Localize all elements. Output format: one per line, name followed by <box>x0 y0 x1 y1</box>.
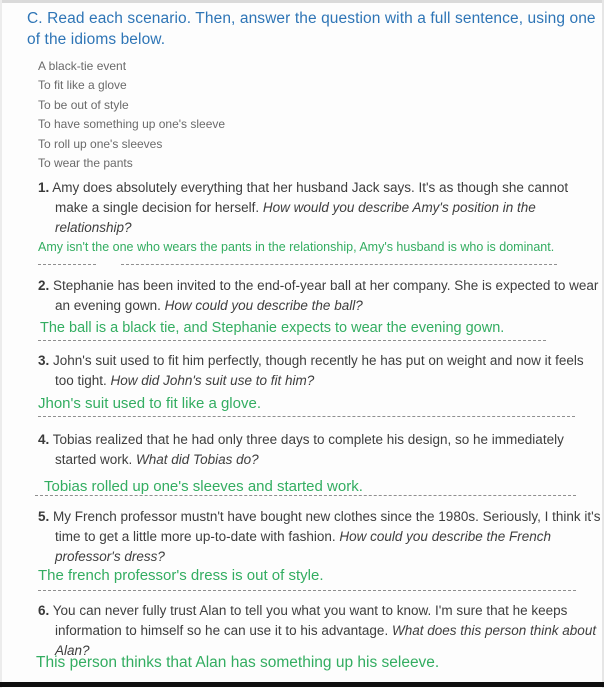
scenario-text: John's suit used to fit him perfectly, though recently he has put on weight and now it feels too tight. <box>53 353 584 388</box>
idiom-item: To wear the pants <box>38 156 133 171</box>
question-item-1 <box>38 178 590 238</box>
idiom-item: To fit like a glove <box>38 78 127 93</box>
answer-line[interactable] <box>38 340 546 341</box>
bottom-bar <box>0 682 604 687</box>
idiom-item: To roll up one's sleeves <box>38 136 163 151</box>
question-item-5 <box>38 507 604 567</box>
question-item-4 <box>38 430 595 470</box>
question-prompt: How did John's suit use to fit him? <box>110 373 315 388</box>
answer-text-3[interactable]: Jhon's suit used to fit like a glove. <box>38 395 261 412</box>
answer-line[interactable] <box>121 264 557 265</box>
question-number: 1. <box>38 180 50 195</box>
answer-text-6[interactable]: This person thinks that Alan has something up his seleeve. <box>36 654 440 671</box>
question-prompt: How would you describe Amy's position in the relationship? <box>55 200 536 235</box>
question-number: 5. <box>38 509 50 524</box>
idiom-item: To be out of style <box>38 97 129 112</box>
exercise-heading: C. Read each scenario. Then, answer the question with a full sentence, using one of the idioms below. <box>27 10 596 48</box>
question-prompt: How could you describe the ball? <box>164 298 363 313</box>
question-number: 6. <box>38 603 50 618</box>
question-number: 3. <box>38 353 50 368</box>
answer-text-5[interactable]: The french professor's dress is out of style. <box>38 567 324 584</box>
question-number: 2. <box>38 278 50 293</box>
scenario-text: Stephanie has been invited to the end-of-year ball at her company. She is expected to wear an evening gown. <box>53 278 599 313</box>
page-top-edge <box>0 0 604 3</box>
scenario-text: Amy does absolutely everything that her husband Jack says. It's as though she cannot make a single decision for herself. <box>52 180 569 215</box>
question-item-6 <box>38 601 604 661</box>
question-prompt: What did Tobias do? <box>136 452 259 467</box>
answer-line[interactable] <box>38 590 576 591</box>
question-number: 4. <box>38 432 50 447</box>
page-left-edge <box>0 0 2 688</box>
answer-text-1[interactable]: Amy isn't the one who wears the pants in the relationship, Amy's husband is who is dominant. <box>38 240 555 254</box>
question-prompt: How could you describe the French professor's dress? <box>55 529 552 564</box>
question-item-2 <box>38 276 604 316</box>
answer-line[interactable] <box>38 416 575 417</box>
answer-line[interactable] <box>38 264 96 265</box>
scenario-text: My French professor mustn't have bought new clothes since the 1980s. Seriously, I think it's time to get a little more up-to-date with fashion. <box>53 509 601 544</box>
idiom-list <box>38 57 225 173</box>
idiom-item: To have something up one's sleeve <box>38 117 226 132</box>
question-item-3 <box>38 351 604 391</box>
scenario-text: You can never fully trust Alan to tell you what you want to know. I'm sure that he keeps information to himself so he can use it to his advantage. <box>52 603 568 638</box>
answer-text-4[interactable]: Tobias rolled up one's sleeves and started work. <box>44 478 363 495</box>
answer-text-2[interactable]: The ball is a black tie, and Stephanie expects to wear the evening gown. <box>40 320 505 336</box>
scenario-text: Tobias realized that he had only three days to complete his design, so he immediately started work. <box>52 432 564 467</box>
question-prompt: What does this person think about Alan? <box>55 623 597 658</box>
idiom-item: A black-tie event <box>38 59 127 73</box>
